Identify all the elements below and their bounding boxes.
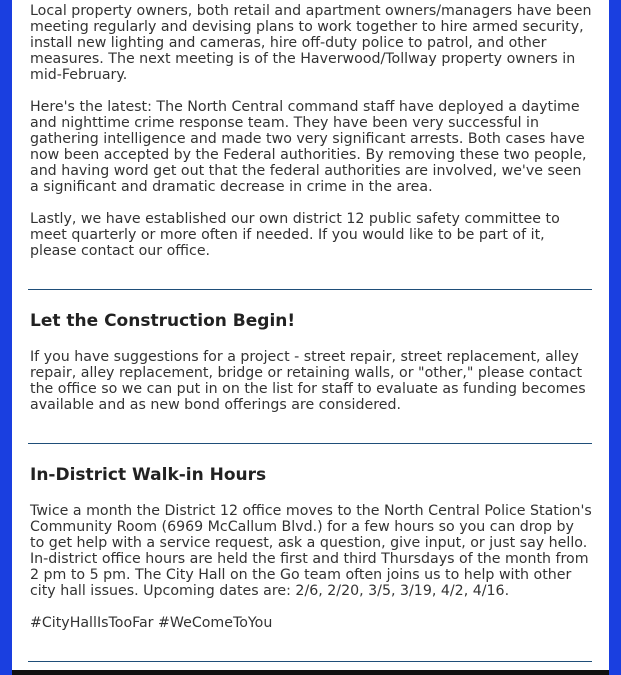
hashtags: #CityHallIsTooFar #WeComeToYou bbox=[30, 615, 273, 631]
safety-paragraph-2: Here's the latest: The North Central command staff have deployed a daytime and nighttime crime response team. They have been very successful in gathering intelligence and made two very significant arrests. Both cases have now been accepted by the Federal authorities. By removing these two people, and having word get out that the federal authorities are involved, we've seen a significant and dramatic decrease in crime in the area. bbox=[30, 99, 587, 195]
construction-heading: Let the Construction Begin! bbox=[30, 311, 296, 331]
newsletter-content bbox=[12, 0, 609, 670]
safety-paragraph-1: Local property owners, both retail and apartment owners/managers have been meeting regularly and devising plans to work together to hire armed security, install new lighting and cameras, hire off-duty police to patrol, and other measures. The next meeting is of the Haverwood/Tollway property owners in mid-February. bbox=[30, 3, 592, 83]
footer-edge bbox=[12, 670, 609, 675]
section-divider bbox=[28, 661, 592, 662]
section-divider bbox=[28, 289, 592, 290]
construction-paragraph: If you have suggestions for a project - street repair, street replacement, alley repair, alley replacement, bridge or retaining walls, or "other," please contact the office so we can put in on the list for staff to evaluate as funding becomes available and as new bond offerings are considered. bbox=[30, 349, 586, 413]
section-divider bbox=[28, 443, 592, 444]
safety-paragraph-3: Lastly, we have established our own district 12 public safety committee to meet quarterly or more often if needed. If you would like to be part of it, please contact our office. bbox=[30, 211, 560, 259]
walkin-paragraph: Twice a month the District 12 office moves to the North Central Police Station's Community Room (6969 McCallum Blvd.) for a few hours so you can drop by to get help with a service request, ask a question, give input, or just say hello. In-district office hours are held the first and third Thursdays of the month from 2 pm to 5 pm. The City Hall on the Go team often joins us to help with other city hall issues. Upcoming dates are: 2/6, 2/20, 3/5, 3/19, 4/2, 4/16. bbox=[30, 503, 592, 599]
walkin-heading: In-District Walk-in Hours bbox=[30, 465, 267, 485]
